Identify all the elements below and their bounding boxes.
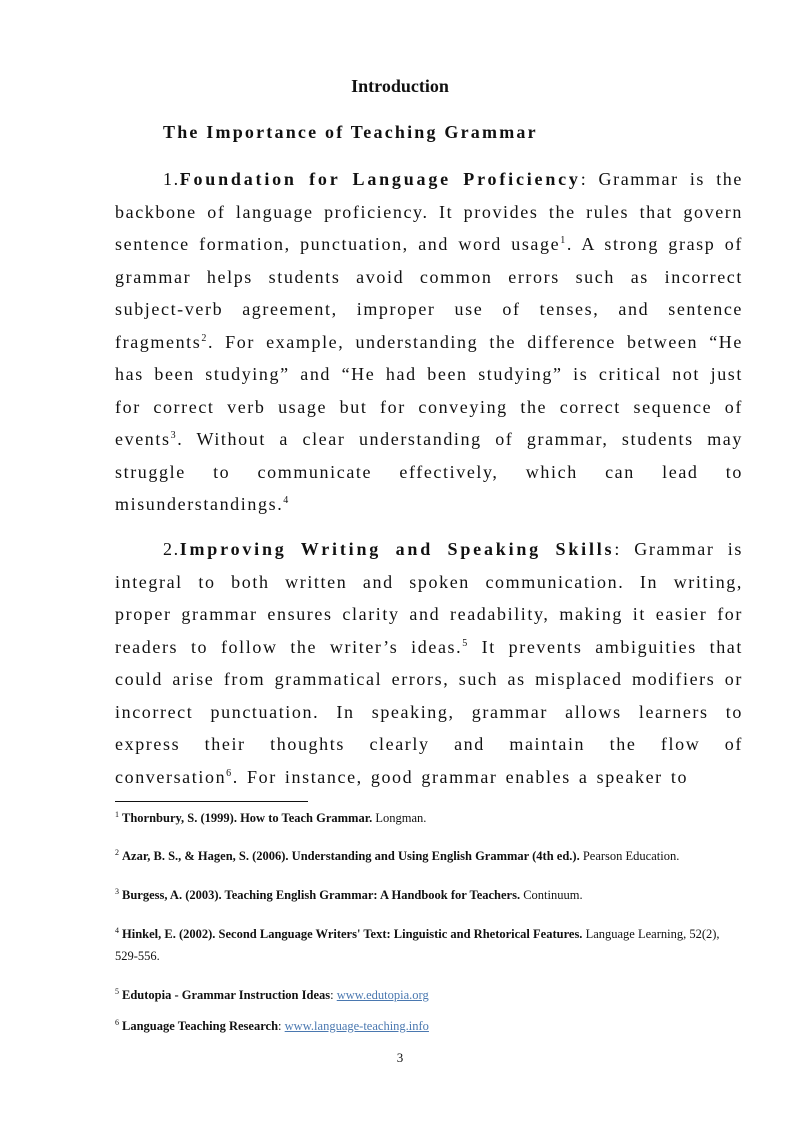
- footnote-citation: Language Teaching Research: [122, 1019, 279, 1033]
- footnote-citation: Burgess, A. (2003). Teaching English Grammar: A Handbook for Teachers.: [122, 888, 521, 902]
- section-title: Foundation for Language Proficiency: [179, 169, 581, 189]
- page-heading: Introduction: [351, 76, 449, 96]
- paragraph-text: Grammar is the backbone of language proficiency. It provides the rules that govern sentence formation, punctuation, and word usage: [115, 169, 743, 254]
- section-number: 2.: [163, 539, 180, 559]
- paragraph-text: . For instance, good grammar enables a speaker to: [232, 766, 689, 787]
- separator: :: [614, 539, 635, 559]
- footnote-4: [115, 923, 745, 967]
- paragraph-writing-speaking: [115, 533, 743, 793]
- footnote-number: 5: [115, 987, 119, 996]
- paragraph-text: . For example, understanding the difference between “He has been studying” and “He had been studying” is critical not just for correct verb usage but for conveying the correct sequence of events: [115, 331, 743, 449]
- footnote-link[interactable]: www.language-teaching.info: [284, 1019, 429, 1033]
- footnote-citation: Thornbury, S. (1999). How to Teach Grammar.: [122, 811, 373, 825]
- footnote-number: 3: [115, 887, 119, 896]
- footnote-separator: :: [278, 1019, 285, 1033]
- section-title: Improving Writing and Speaking Skills: [179, 539, 615, 559]
- footnote-number: 1: [115, 810, 119, 819]
- footnote-publisher: Language Learning, 52(2), 529-556.: [115, 927, 720, 963]
- footnote-citation: Hinkel, E. (2002). Second Language Writers' Text: Linguistic and Rhetorical Features.: [122, 927, 583, 941]
- section-subheading: The Importance of Teaching Grammar: [163, 122, 538, 142]
- footnote-publisher: Pearson Education.: [579, 849, 680, 863]
- paragraph-text: . A strong grasp of grammar helps students avoid common errors such as incorrect subject-verb agreement, improper use of tenses, and sentence fragments: [115, 234, 743, 352]
- footnote-3: [115, 884, 745, 906]
- footnote-citation: Azar, B. S., & Hagen, S. (2006). Understanding and Using English Grammar (4th ed.).: [122, 849, 580, 863]
- footnote-5: [115, 984, 745, 1006]
- footnote-number: 4: [115, 926, 119, 935]
- footnote-2: [115, 845, 745, 867]
- paragraph-foundation: [115, 163, 743, 521]
- footnote-publisher: Continuum.: [520, 888, 583, 902]
- footnote-ref[interactable]: 2: [201, 332, 208, 344]
- footnote-number: 6: [115, 1018, 119, 1027]
- paragraph-text: It prevents ambiguities that could arise from grammatical errors, such as misplaced modifiers or incorrect punctuation. In speaking, grammar allows learners to express their thoughts clearly and maintain the flow of conversation: [115, 636, 743, 787]
- footnote-ref[interactable]: 1: [560, 235, 567, 246]
- footnote-ref[interactable]: 6: [226, 767, 233, 779]
- footnote-citation: Edutopia - Grammar Instruction Ideas: [122, 988, 331, 1002]
- paragraph-text: . Without a clear understanding of grammar, students may struggle to communicate effectively, which can lead to misunderstandings.: [115, 429, 743, 514]
- page-number: 3: [396, 1050, 404, 1065]
- footnote-divider: [115, 801, 308, 802]
- section-number: 1.: [163, 169, 180, 189]
- footnote-1: [115, 807, 745, 829]
- footnote-ref[interactable]: 3: [170, 430, 178, 441]
- separator: :: [580, 169, 599, 189]
- footnote-publisher: Longman.: [372, 811, 427, 825]
- footnote-ref[interactable]: 5: [462, 637, 469, 649]
- footnote-6: [115, 1015, 745, 1037]
- footnote-separator: :: [330, 988, 337, 1002]
- paragraph-text: Grammar is integral to both written and spoken communication. In writing, proper grammar ensures clarity and readability, making it easier for readers to follow the writer’s ideas.: [115, 539, 744, 657]
- footnote-ref[interactable]: 4: [283, 495, 290, 506]
- footnote-link[interactable]: www.edutopia.org: [336, 988, 429, 1002]
- footnote-number: 2: [115, 848, 119, 857]
